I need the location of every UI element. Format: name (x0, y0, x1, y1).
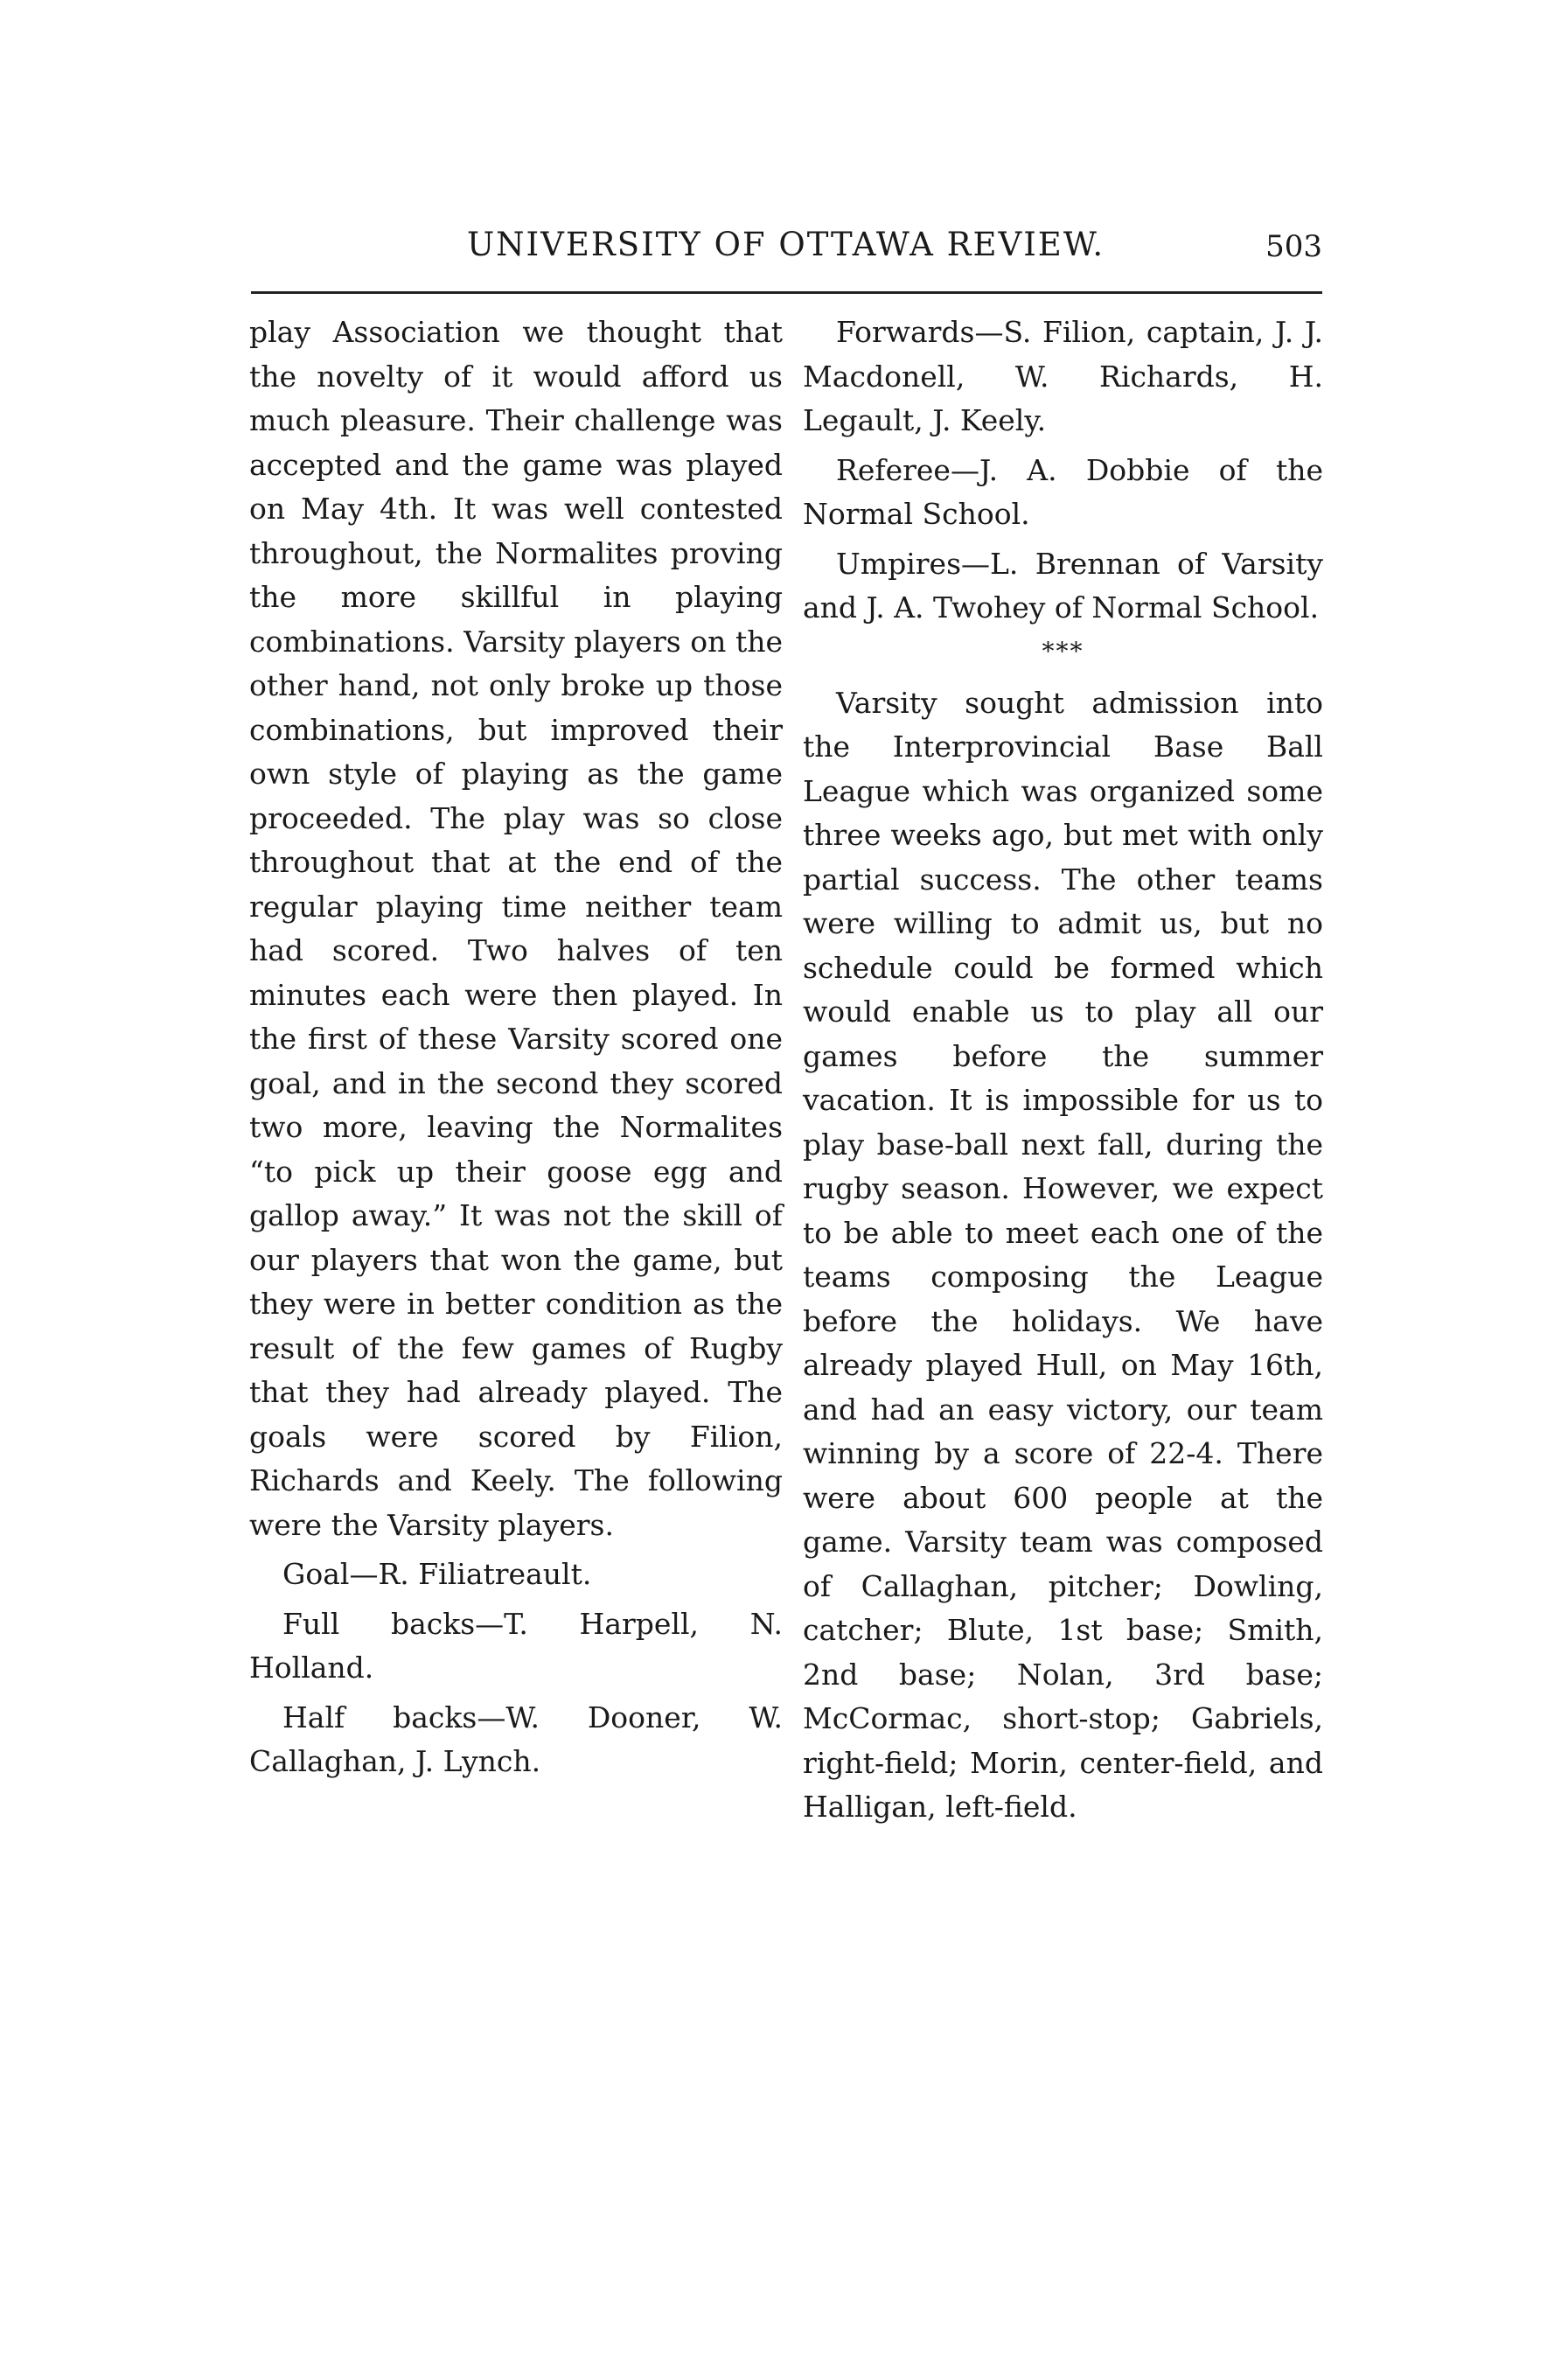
lineup-full-backs: Full backs—T. Harpell, N. Holland. (249, 1606, 783, 1685)
lineup-half-backs: Half backs—W. Dooner, W. Callaghan, J. Lynch. (249, 1699, 783, 1778)
left-column (249, 311, 783, 1784)
header-rule (251, 291, 1322, 294)
journal-title: UNIVERSITY OF OTTAWA REVIEW. (467, 226, 1105, 263)
paragraph-association-game: play Association we thought that the novelty of it would afford us much pleasure. Their challenge was accepted and the game was played on May 4th. It was well contested throughout, the Normalites proving the more skillful in playing combinations. Varsity players on the other hand, not only broke up those combinations, but improved their own style of playing as the game proceeded. The play was so close throughout that at the end of the regular playing time neither team had scored. Two halves of ten minutes each were then played. In the first of these Varsity scored one goal, and in the second they scored two more, leaving the Normalites “to pick up their goose egg and gallop away.” It was not the skill of our players that won the game, but they were in better condition as the result of the few games of Rugby that they had already played. The goals were scored by Filion, Richards and Keely. The following were the Varsity players. (249, 315, 783, 1542)
lineup-forwards: Forwards—S. Filion, captain, J. J. Macdonell, W. Richards, H. Legault, J. Keely. (803, 315, 1323, 437)
lineup-referee: Referee—J. A. Dobbie of the Normal School. (803, 452, 1323, 531)
running-header (251, 226, 1322, 278)
lineup-umpires: Umpires—L. Brennan of Varsity and J. A. Twohey of Normal School. (803, 546, 1323, 625)
section-separator: *** (1042, 636, 1084, 666)
lineup-goal: Goal—R. Filiatreault. (282, 1557, 592, 1591)
paragraph-base-ball: Varsity sought admission into the Interprovincial Base Ball League which was organized some three weeks ago, but met with only partial success. The other teams were willing to admit us, but no schedule could be formed which would enable us to play all our games before the summer vacation. It is impossible for us to play base-ball next fall, during the rugby season. However, we expect to be able to meet each one of the teams composing the League before the holidays. We have already played Hull, on May 16th, and had an easy victory, our team winning by a score of 22-4. There were about 600 people at the game. Varsity team was composed of Callaghan, pitcher; Dowling, catcher; Blute, 1st base; Smith, 2nd base; Nolan, 3rd base; McCormac, short-stop; Gabriels, right-field; Morin, center-field, and Halligan, left-field. (803, 685, 1323, 1824)
right-column (803, 311, 1323, 1830)
page-number: 503 (1265, 229, 1322, 264)
